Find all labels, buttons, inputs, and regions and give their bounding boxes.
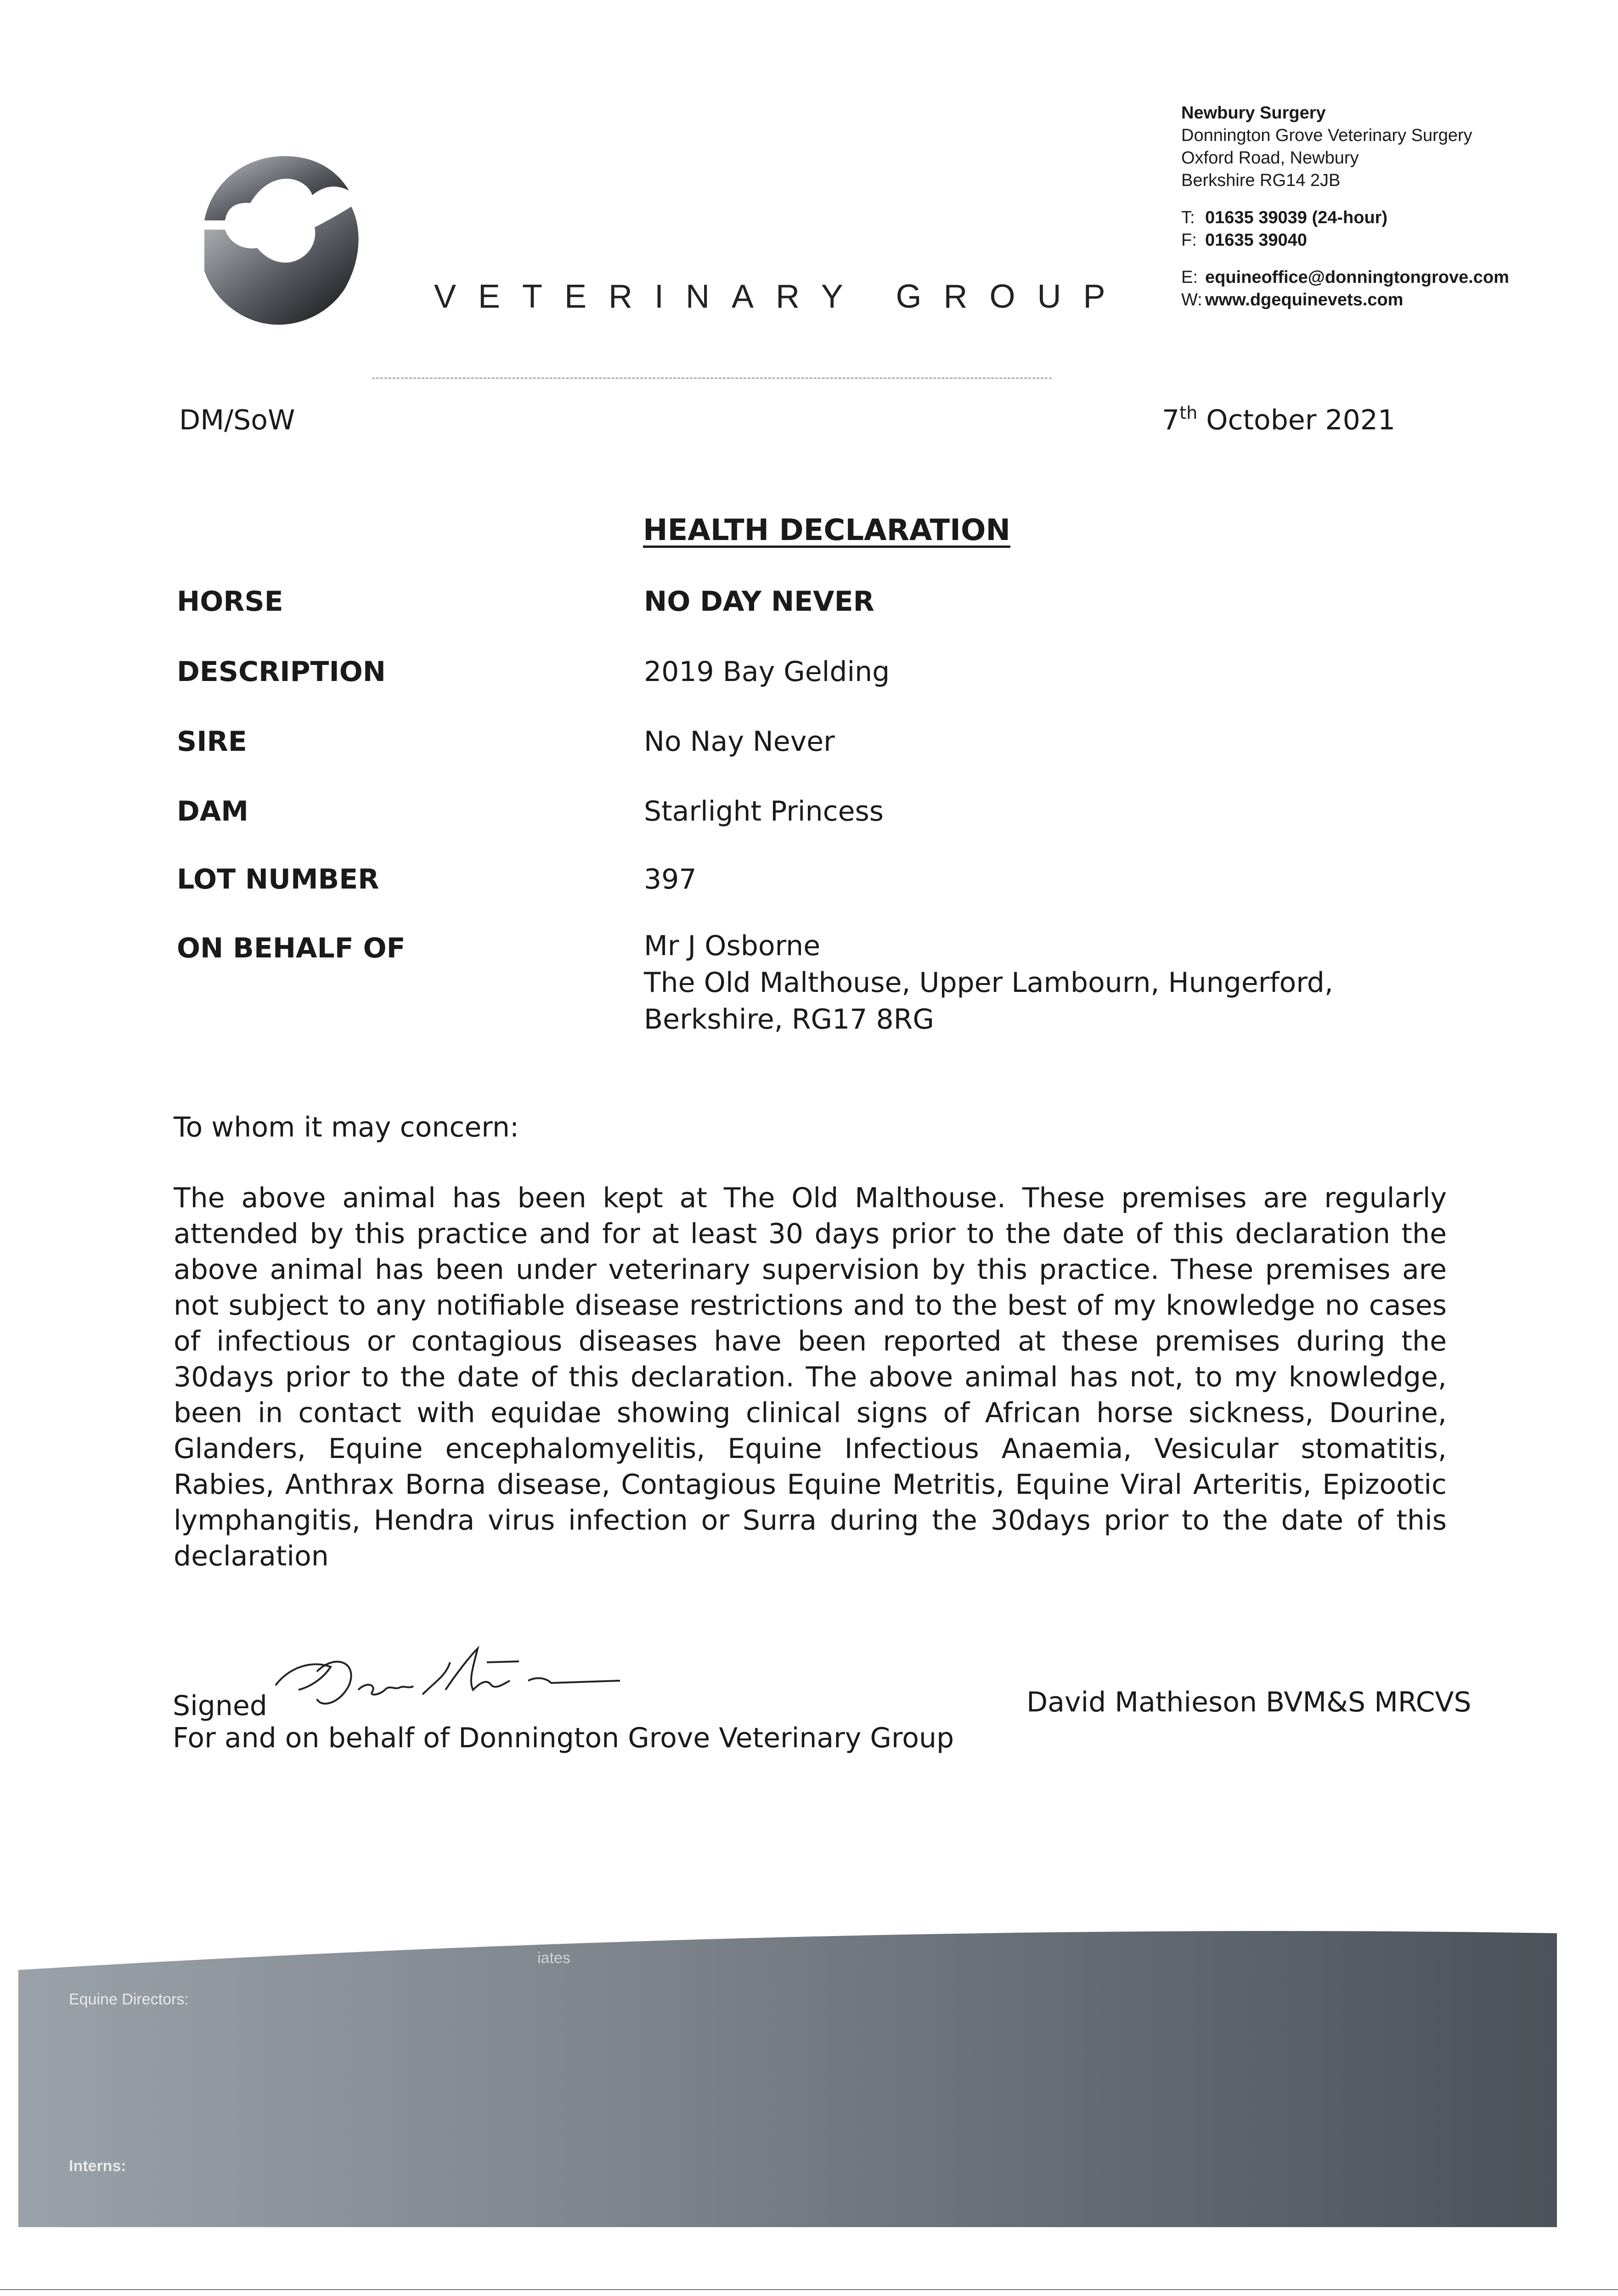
telephone-row: [1181, 207, 1509, 229]
website-row: [1181, 289, 1509, 311]
address-line-3: Berkshire RG14 2JB: [1181, 171, 1341, 190]
date-month-year: October 2021: [1197, 404, 1396, 436]
surgery-name: Newbury Surgery: [1181, 103, 1326, 123]
footer-interns-label: Interns:: [69, 2157, 126, 2175]
owner-address-line-1: The Old Malthouse, Upper Lambourn, Hungerford,: [644, 967, 1333, 999]
website-label: W:: [1181, 290, 1202, 310]
veterinary-group-logo: [193, 152, 367, 331]
value-on-behalf-of: [644, 928, 1333, 1038]
greeting: To whom it may concern:: [174, 1111, 519, 1143]
address-line-1: Donnington Grove Veterinary Surgery: [1181, 126, 1472, 145]
telephone-label: T:: [1181, 208, 1195, 227]
footer-column-label: iates: [537, 1949, 570, 1967]
on-behalf-statement: For and on behalf of Donnington Grove Veterinary Group: [173, 1722, 954, 1754]
owner-name: Mr J Osborne: [644, 930, 821, 962]
date-suffix: th: [1179, 403, 1198, 423]
label-description: DESCRIPTION: [177, 656, 386, 688]
address-block: [1181, 102, 1509, 311]
email-address: equineoffice@donningtongrove.com: [1205, 268, 1509, 287]
fax-label: F:: [1181, 231, 1197, 250]
address-line-2: Oxford Road, Newbury: [1181, 148, 1359, 168]
label-sire: SIRE: [177, 726, 247, 758]
website-url: www.dgequinevets.com: [1205, 290, 1404, 310]
signed-label: Signed: [173, 1690, 267, 1722]
date-day: 7: [1162, 404, 1180, 436]
label-dam: DAM: [177, 795, 248, 827]
value-horse: NO DAY NEVER: [644, 585, 874, 618]
header-divider: [372, 377, 1052, 379]
declaration-body: The above animal has been kept at The Old Malthouse. These premises are regularly attended by this practice and for at least 30 days prior to the date of this declaration the above animal has been under veterinary supervision by this practice. These premises are not subject to any notifiable disease restrictions and to the best of my knowledge no cases of infectious or contagious diseases have been reported at these premises during the 30days prior to the date of this declaration. The above animal has not, to my knowledge, been in contact with equidae showing clinical signs of African horse sickness, Dourine, Glanders, Equine encephalomyelitis, Equine Infectious Anaemia, Vesicular stomatitis, Rabies, Anthrax Borna disease, Contagious Equine Metritis, Equine Viral Arteritis, Epizootic lymphangitis, Hendra virus infection or Surra during the 30days prior to the date of this declaration: [174, 1182, 1447, 1572]
owner-address-line-2: Berkshire, RG17 8RG: [644, 1003, 934, 1035]
footer-directors-label: Equine Directors:: [69, 1991, 189, 2008]
tagline: VETERINARY GROUP: [434, 278, 1128, 315]
value-sire: No Nay Never: [644, 726, 835, 758]
fax-row: [1181, 229, 1509, 252]
label-on-behalf-of: ON BEHALF OF: [177, 932, 406, 964]
email-row: [1181, 266, 1509, 289]
label-lot-number: LOT NUMBER: [177, 863, 379, 895]
reference-code: DM/SoW: [179, 404, 295, 436]
value-lot-number: 397: [644, 863, 697, 895]
value-description: 2019 Bay Gelding: [644, 656, 890, 688]
signer-name: David Mathieson BVM&S MRCVS: [1026, 1686, 1471, 1718]
fax-number: 01635 39040: [1205, 231, 1307, 250]
footer-band: [18, 1919, 1557, 2227]
telephone-number: 01635 39039 (24-hour): [1205, 208, 1388, 227]
value-dam: Starlight Princess: [644, 795, 884, 827]
handwritten-signature: [271, 1635, 629, 1722]
letter-date: [1162, 404, 1395, 436]
document-title: HEALTH DECLARATION: [643, 513, 1010, 547]
bottom-rule: [0, 2289, 1618, 2290]
label-horse: HORSE: [177, 585, 283, 618]
email-label: E:: [1181, 268, 1198, 287]
